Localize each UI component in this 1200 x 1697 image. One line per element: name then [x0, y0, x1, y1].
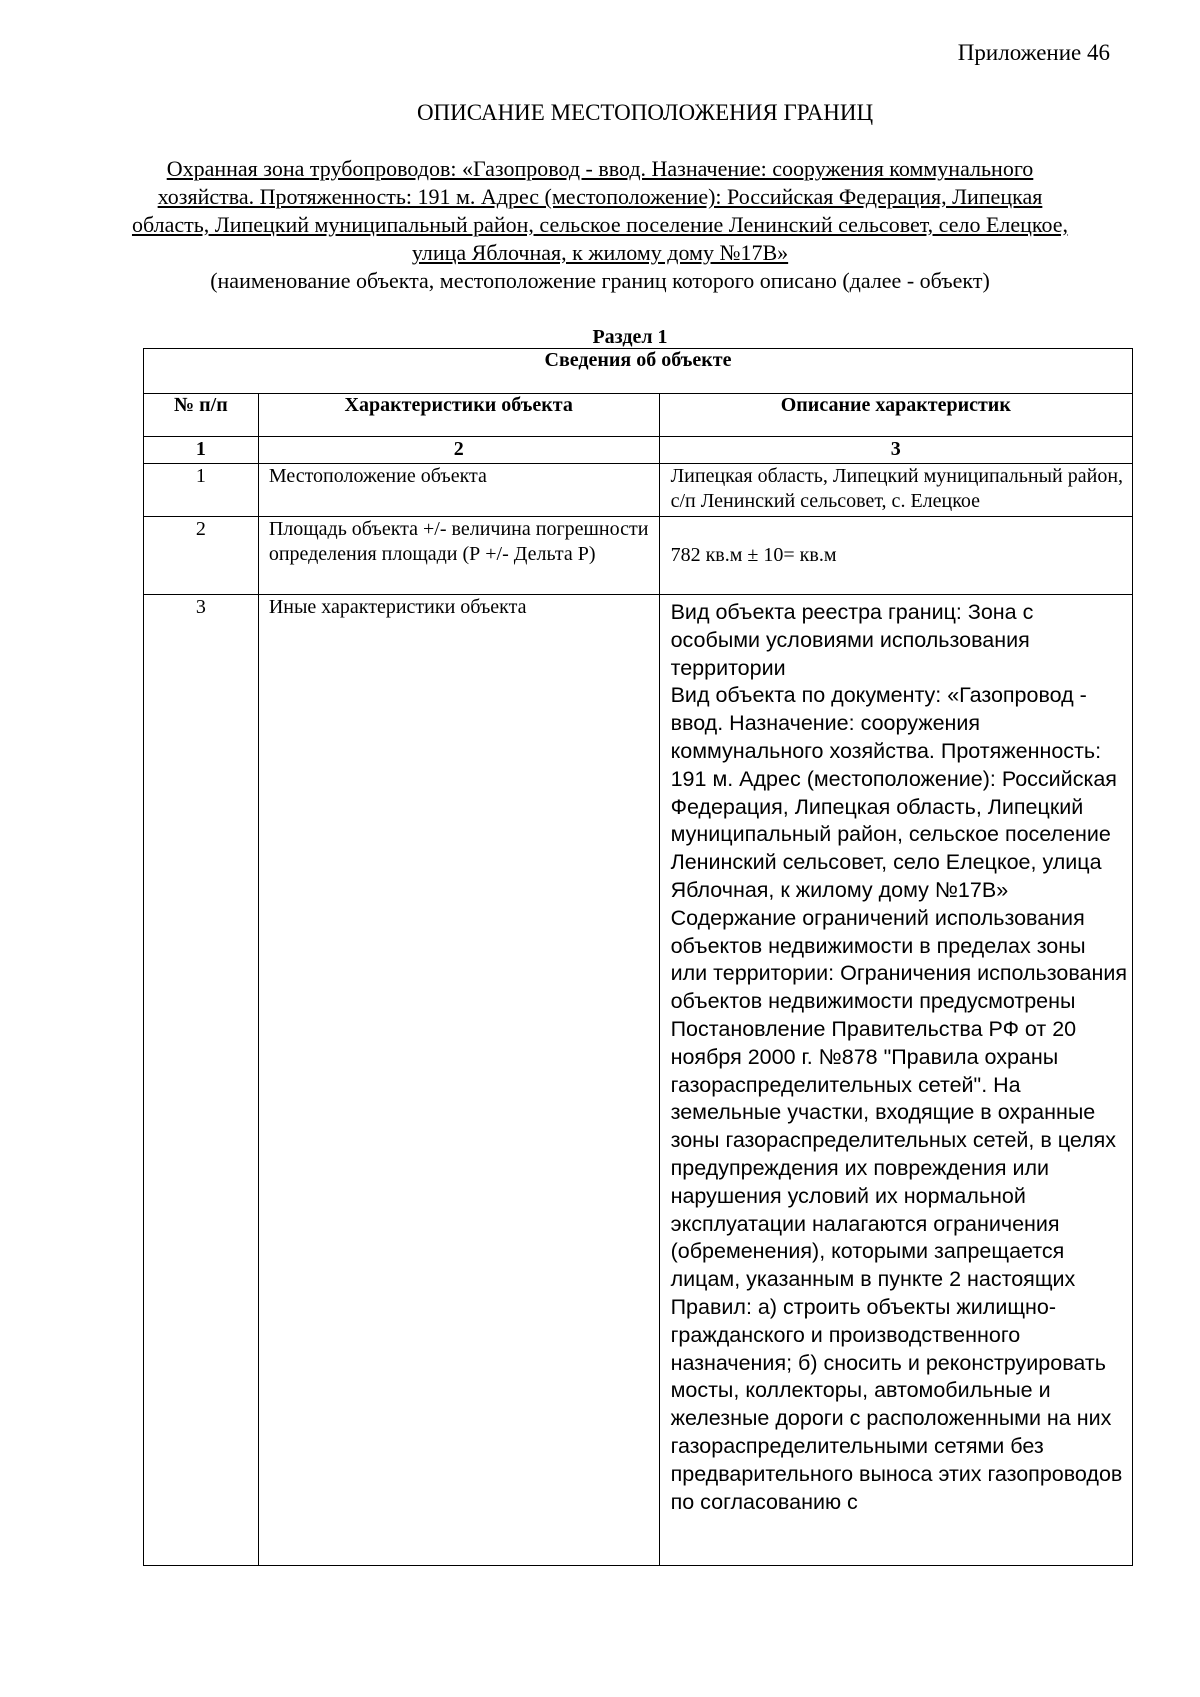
column-number: 1 — [144, 437, 259, 464]
row-description: 782 кв.м ± 10= кв.м — [659, 517, 1132, 595]
appendix-label: Приложение 46 — [957, 40, 1110, 65]
row-number: 3 — [144, 595, 259, 1566]
row-number: 1 — [144, 464, 259, 517]
table-row — [144, 517, 1133, 595]
column-numbers-row — [144, 437, 1133, 464]
row-description: Вид объекта реестра границ: Зона с особыми условиями использования территории Вид объекта по документу: «Газопровод - ввод. Назначение: сооружения коммунального хозяйства. Протяженность: 191 м. Адрес (местоположение): Российская Федерация, Липецкая область, Липецкий муниципальный район, сельское поселение Ленинский сельсовет, село Елецкое, улица Яблочная, к жилому дому №17В» Содержание ограничений использования объектов недвижимости в пределах зоны или территории: Ограничения использования объектов недвижимости предусмотрены Постановление Правительства РФ от 20 ноября 2000 г. №878 "Правила охраны газораспределительных сетей". На земельные участки, входящие в охранные зоны газораспределительных сетей, в целях предупреждения их повреждения или нарушения условий их нормальной эксплуатации налагаются ограничения (обременения), которыми запрещается лицам, указанным в пункте 2 настоящих Правил: а) строить объекты жилищно-гражданского и производственного назначения; б) сносить и реконструировать мосты, коллекторы, автомобильные и железные дороги с расположенными на них газораспределительными сетями без предварительного выноса этих газопроводов по согласованию с — [659, 595, 1132, 1566]
row-characteristic: Площадь объекта +/- величина погрешности определения площади (Р +/- Дельта Р) — [258, 517, 659, 595]
section-title: Раздел 1 — [592, 326, 668, 348]
table-title-row — [144, 349, 1133, 394]
table-row — [144, 595, 1133, 1566]
row-characteristic: Иные характеристики объекта — [258, 595, 659, 1566]
table-header-row — [144, 394, 1133, 437]
column-number: 2 — [258, 437, 659, 464]
object-name: Охранная зона трубопроводов: «Газопровод - ввод. Назначение: сооружения коммунального хозяйства. Протяженность: 191 м. Адрес (местоположение): Российская Федерация, Липецкая область, Липецкий муниципальный район, сельское поселение Ленинский сельсовет, село Елецкое, улица Яблочная, к жилому дому №17В» — [131, 156, 1069, 265]
row-number: 2 — [144, 517, 259, 595]
object-name-caption: (наименование объекта, местоположение границ которого описано (далее - объект) — [210, 268, 990, 293]
row-characteristic: Местоположение объекта — [258, 464, 659, 517]
object-info-table — [143, 348, 1133, 1566]
column-number: 3 — [659, 437, 1132, 464]
document-title: ОПИСАНИЕ МЕСТОПОЛОЖЕНИЯ ГРАНИЦ — [416, 100, 874, 125]
column-header-description: Описание характеристик — [659, 394, 1132, 437]
row-description: Липецкая область, Липецкий муниципальный район, с/п Ленинский сельсовет, с. Елецкое — [659, 464, 1132, 517]
table-row — [144, 464, 1133, 517]
column-header-number: № п/п — [144, 394, 259, 437]
column-header-characteristic: Характеристики объекта — [258, 394, 659, 437]
table-title: Сведения об объекте — [144, 349, 1133, 394]
